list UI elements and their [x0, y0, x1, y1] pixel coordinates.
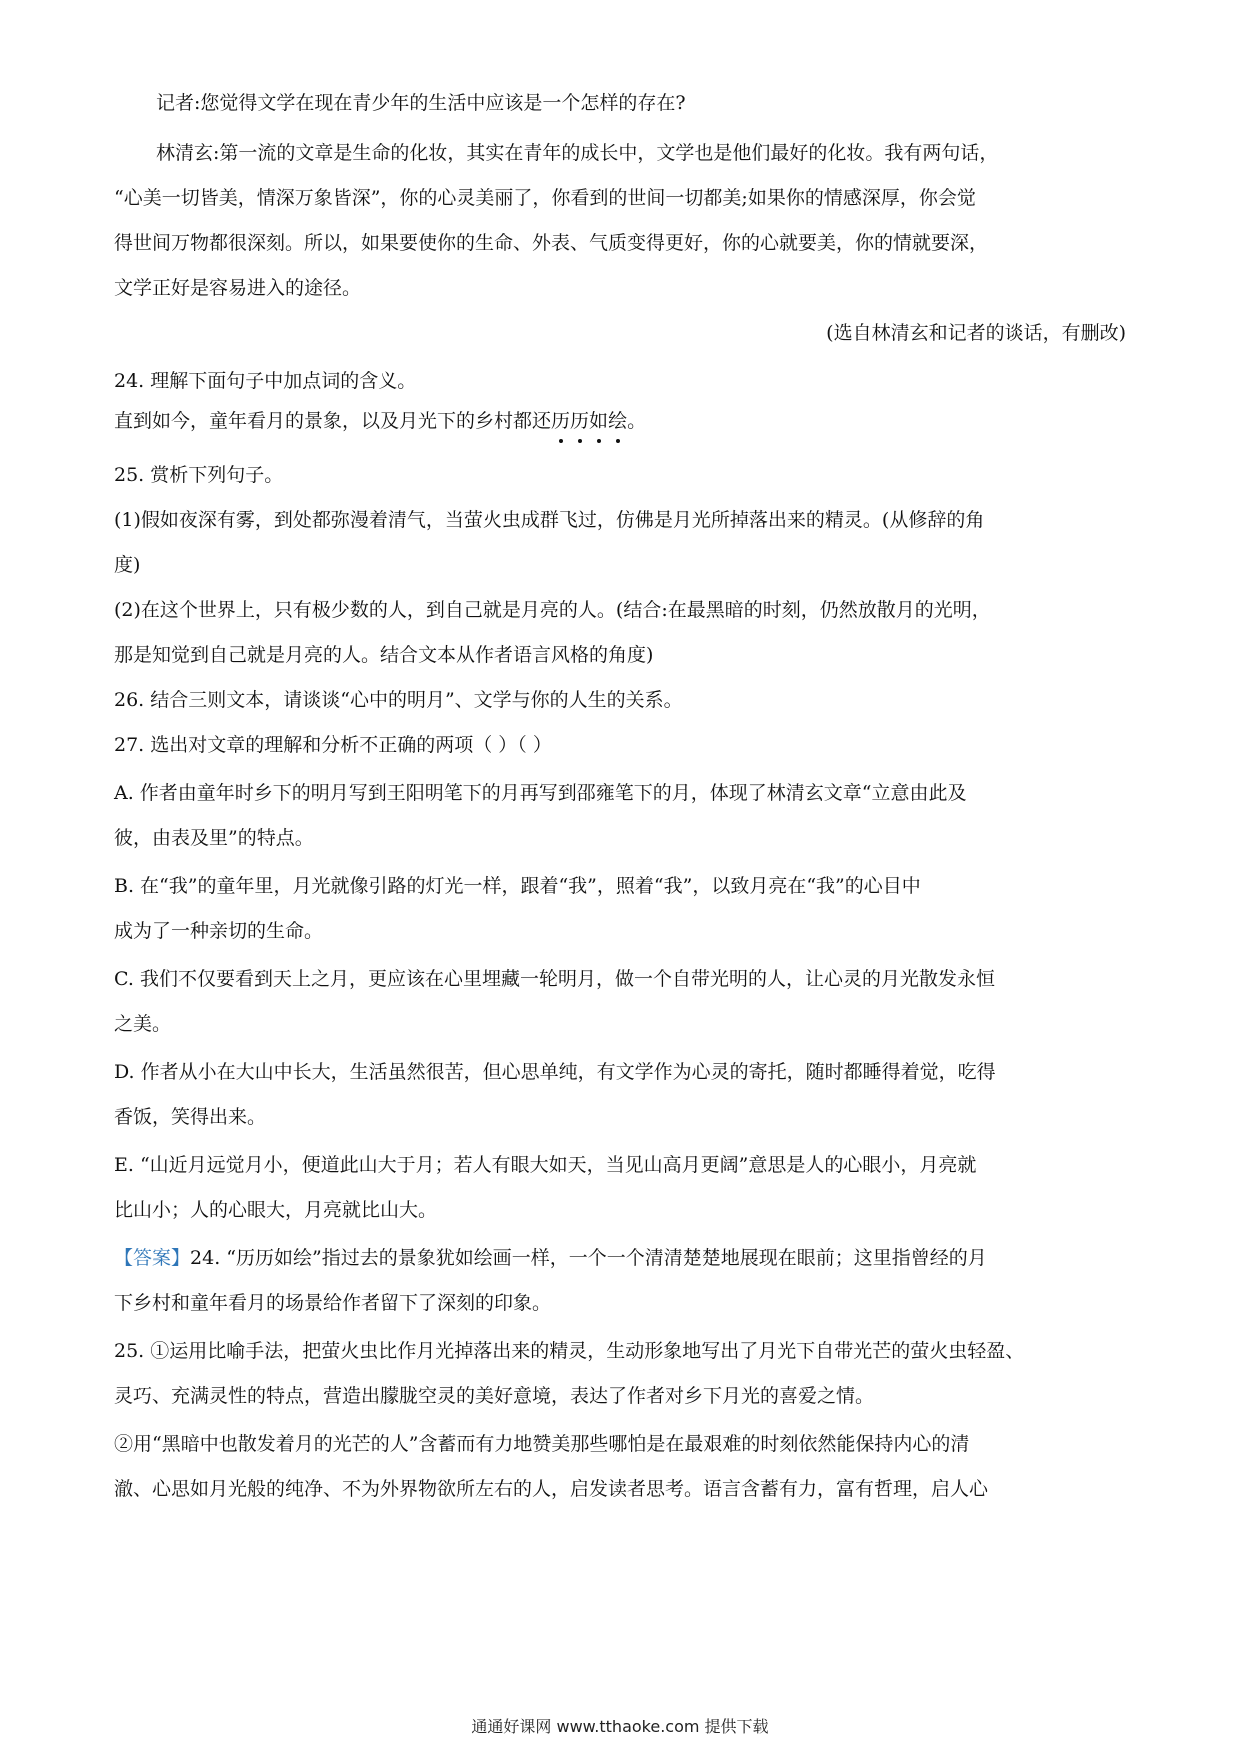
- sentence-end: 。: [627, 410, 647, 432]
- sentence-text: 直到如今，童年看月的景象，以及月光下的乡村都还: [114, 410, 552, 432]
- interview-question: 记者:您觉得文学在现在青少年的生活中应该是一个怎样的存在?: [156, 92, 686, 114]
- answer-25-part-1-cont: 灵巧、充满灵性的特点，营造出朦胧空灵的美好意境，表达了作者对乡下月光的喜爱之情。: [114, 1385, 875, 1407]
- question-25-stem: 25. 赏析下列句子。: [114, 464, 284, 486]
- dotted-char: 历: [551, 406, 570, 436]
- interview-answer-line: 得世间万物都很深刻。所以，如果要使你的生命、外表、气质变得更好，你的心就要美，你的情就要深，: [114, 232, 989, 254]
- question-24-stem: 24. 理解下面句子中加点词的含义。: [114, 370, 417, 392]
- option-d-cont: 香饭，笑得出来。: [114, 1106, 267, 1128]
- answer-24-cont: 下乡村和童年看月的场景给作者留下了深刻的印象。: [114, 1292, 552, 1314]
- interview-answer-line: 文学正好是容易进入的途径。: [114, 277, 362, 299]
- option-c: C. 我们不仅要看到天上之月，更应该在心里埋藏一轮明月，做一个自带光明的人，让心灵的月光散发永恒: [114, 968, 995, 990]
- footer-credit: 通通好课网 www.tthaoke.com 提供下载: [471, 1717, 769, 1736]
- answer-25-part-2-cont: 澈、心思如月光般的纯净、不为外界物欲所左右的人，启发读者思考。语言含蓄有力，富有哲理，启人心: [114, 1478, 989, 1500]
- option-c-cont: 之美。: [114, 1013, 172, 1035]
- option-a: A. 作者由童年时乡下的明月写到王阳明笔下的月再写到邵雍笔下的月，体现了林清玄文章“立意由此及: [114, 782, 967, 804]
- source-note: (选自林清玄和记者的谈话，有删改): [826, 322, 1126, 344]
- answer-25-part-2: ②用“黑暗中也散发着月的光芒的人”含蓄而有力地赞美那些哪怕是在最艰难的时刻依然能保持内心的清: [114, 1433, 970, 1455]
- interview-answer-line: “心美一切皆美，情深万象皆深”，你的心灵美丽了，你看到的世间一切都美;如果你的情感深厚，你会觉: [114, 187, 976, 209]
- dotted-char: 如: [589, 406, 608, 436]
- question-25-item-1-cont: 度): [114, 554, 141, 576]
- dotted-char: 历: [570, 406, 589, 436]
- question-26-stem: 26. 结合三则文本，请谈谈“心中的明月”、文学与你的人生的关系。: [114, 689, 683, 711]
- answer-tag: 【答案】: [114, 1247, 191, 1269]
- option-e-cont: 比山小；人的心眼大，月亮就比山大。: [114, 1199, 438, 1221]
- question-25-item-2: (2)在这个世界上，只有极少数的人，到自己就是月亮的人。(结合:在最黑暗的时刻，仍然放散月的光明，: [114, 599, 991, 621]
- answer-24: [114, 1243, 1126, 1273]
- answer-25-part-1: 25. ①运用比喻手法，把萤火虫比作月光掉落出来的精灵，生动形象地写出了月光下自带光芒的萤火虫轻盈、: [114, 1340, 1025, 1362]
- answer-text: 24. “历历如绘”指过去的景象犹如绘画一样，一个一个清清楚楚地展现在眼前；这里指曾经的月: [190, 1247, 987, 1269]
- question-25-item-2-cont: 那是知觉到自己就是月亮的人。结合文本从作者语言风格的角度): [114, 644, 654, 666]
- option-b-cont: 成为了一种亲切的生命。: [114, 920, 324, 942]
- dotted-char: 绘: [608, 406, 627, 436]
- option-e: E. “山近月远觉月小，便道此山大于月；若人有眼大如天，当见山高月更阔”意思是人的心眼小，月亮就: [114, 1154, 977, 1176]
- option-d: D. 作者从小在大山中长大，生活虽然很苦，但心思单纯，有文学作为心灵的寄托，随时都睡得着觉，吃得: [114, 1061, 996, 1083]
- interview-answer-line: 林清玄:第一流的文章是生命的化妆，其实在青年的成长中，文学也是他们最好的化妆。我有两句话，: [156, 142, 999, 164]
- question-25-item-1: (1)假如夜深有雾，到处都弥漫着清气，当萤火虫成群飞过，仿佛是月光所掉落出来的精灵。(从修辞的角: [114, 509, 985, 531]
- option-a-cont: 彼，由表及里”的特点。: [114, 827, 314, 849]
- question-24-sentence: [114, 406, 1126, 436]
- question-27-stem: 27. 选出对文章的理解和分析不正确的两项（ ）（ ）: [114, 734, 552, 756]
- option-b: B. 在“我”的童年里，月光就像引路的灯光一样，跟着“我”，照着“我”，以致月亮在“我”的心目中: [114, 875, 921, 897]
